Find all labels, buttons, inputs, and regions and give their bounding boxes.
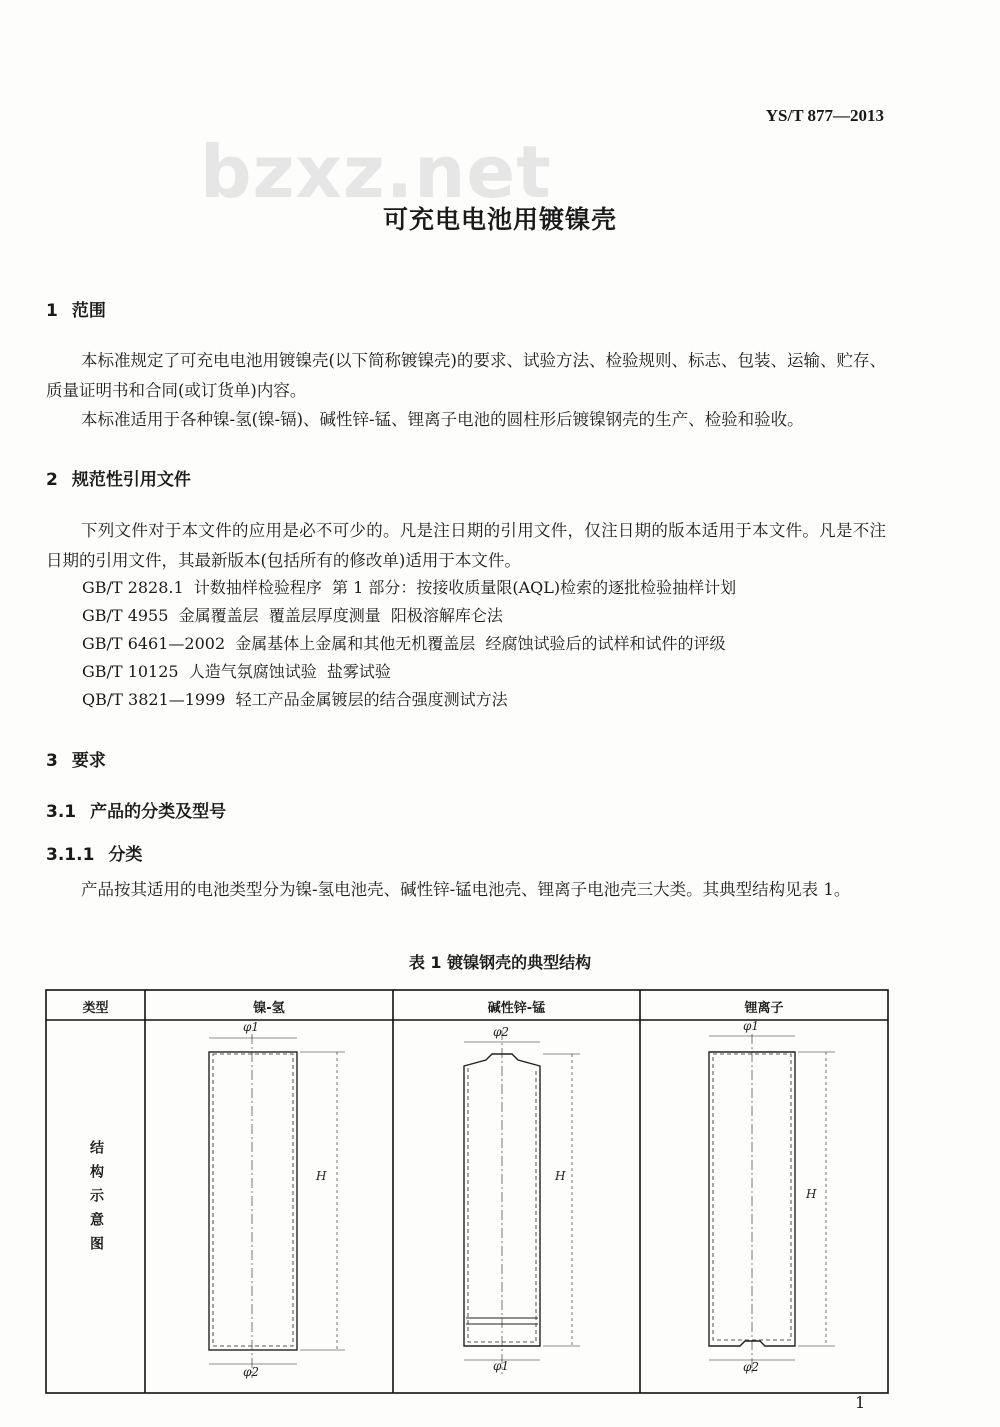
page-number: 1	[855, 1393, 866, 1412]
nimh-case-drawing	[209, 1034, 345, 1378]
standard-code: YS/T 877—2013	[765, 106, 884, 125]
table-1-caption: 表 1 镀镍钢壳的典型结构	[408, 953, 592, 972]
nimh-height-label: H	[316, 1169, 327, 1183]
table-header-nimh: 镍-氢	[253, 1001, 285, 1016]
alkaline-phi2-label: φ2	[493, 1025, 510, 1039]
section-title: 分类	[108, 845, 143, 865]
watermark: bzxz.net	[200, 130, 552, 214]
reference-item: GB/T 4955 金属覆盖层 覆盖层厚度测量 阳极溶解库仑法	[82, 606, 503, 625]
reference-item: GB/T 6461—2002 金属基体上金属和其他无机覆盖层 经腐蚀试验后的试样和试件的评级	[82, 634, 726, 653]
lithium-case-drawing	[709, 1034, 835, 1374]
table-row-label: 结构示意图	[88, 1140, 104, 1260]
reference-item: GB/T 2828.1 计数抽样检验程序 第 1 部分：按接收质量限(AQL)检索的逐批检验抽样计划	[82, 578, 737, 597]
nimh-phi1-label: φ1	[243, 1020, 260, 1034]
reference-item: QB/T 3821—1999 轻工产品金属镀层的结合强度测试方法	[82, 690, 508, 709]
section-number: 3	[46, 751, 58, 771]
table-header-alkaline: 碱性锌-锰	[487, 1001, 546, 1016]
section-1-paragraph-1: 本标准规定了可充电电池用镀镍壳(以下简称镀镍壳)的要求、试验方法、检验规则、标志、包装、运输、贮存、质量证明书和合同(或订货单)内容。	[46, 351, 886, 400]
reference-item: GB/T 10125 人造气氛腐蚀试验 盐雾试验	[82, 662, 391, 681]
table-header-type: 类型	[82, 1001, 109, 1016]
nimh-phi2-label: φ2	[243, 1365, 260, 1379]
section-number: 1	[46, 301, 58, 321]
section-3-1-1-paragraph: 产品按其适用的电池类型分为镍-氢电池壳、碱性锌-锰电池壳、锂离子电池壳三大类。其典型结构见表 1。	[81, 880, 851, 899]
alkaline-case-drawing	[464, 1030, 580, 1374]
section-title: 范围	[71, 301, 106, 321]
lithium-phi1-label: φ1	[743, 1019, 760, 1033]
document-title: 可充电电池用镀镍壳	[382, 205, 617, 234]
table-grid	[46, 990, 888, 1393]
lithium-phi2-label: φ2	[743, 1360, 760, 1374]
section-number: 3.1.1	[46, 845, 95, 865]
alkaline-phi1-label: φ1	[493, 1359, 510, 1373]
section-1-paragraph-2: 本标准适用于各种镍-氢(镍-镉)、碱性锌-锰、锂离子电池的圆柱形后镀镍钢壳的生产、检验和验收。	[81, 410, 804, 429]
alkaline-height-label: H	[555, 1169, 566, 1183]
section-number: 3.1	[46, 802, 77, 822]
section-title: 要求	[71, 751, 106, 771]
section-number: 2	[46, 470, 58, 490]
section-title: 规范性引用文件	[71, 470, 191, 490]
lithium-height-label: H	[806, 1187, 817, 1201]
section-title: 产品的分类及型号	[90, 802, 227, 822]
table-header-lithium: 锂离子	[744, 1001, 784, 1016]
section-2-paragraph-1: 下列文件对于本文件的应用是必不可少的。凡是注日期的引用文件，仅注日期的版本适用于本文件。凡是不注日期的引用文件，其最新版本(包括所有的修改单)适用于本文件。	[46, 521, 886, 570]
